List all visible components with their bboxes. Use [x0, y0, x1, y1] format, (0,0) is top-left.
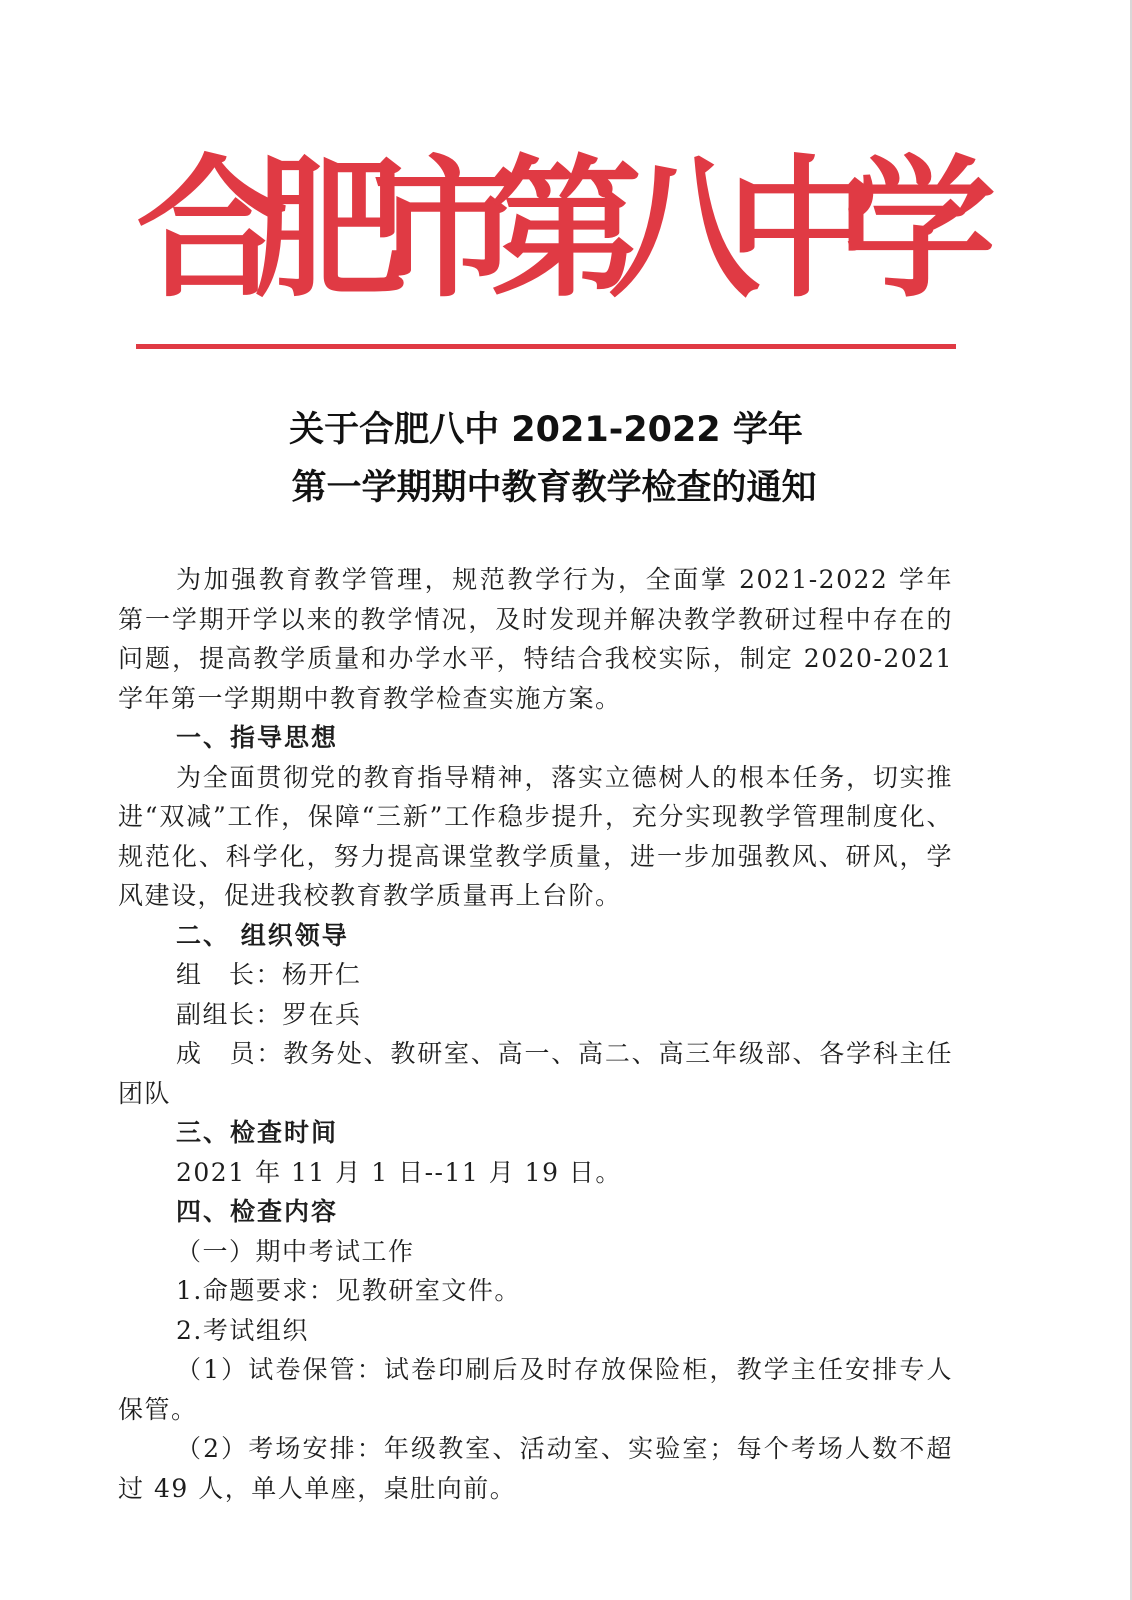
document-title-line-1: 关于合肥八中 2021-2022 学年: [289, 410, 803, 450]
group-leader-line: 组 长：杨开仁: [176, 960, 362, 989]
letterhead-char: 合: [136, 141, 288, 318]
letterhead-char: 第: [490, 141, 642, 318]
section-heading-inspection-time: 三、检查时间: [176, 1118, 339, 1147]
document-body: [118, 560, 953, 1508]
section-heading-organization: 二、 组织领导: [176, 920, 349, 950]
letterhead-char: 中: [726, 141, 878, 318]
item-paper-custody: （1）试卷保管：试卷印刷后及时存放保险柜，教学主任安排专人保管。: [118, 1355, 953, 1424]
letterhead-char: 肥: [254, 141, 406, 318]
letterhead-char: 八: [608, 141, 760, 318]
letterhead-divider: [136, 344, 956, 349]
section-heading-guiding-ideology: 一、指导思想: [176, 723, 339, 752]
document-title-line-2: 第一学期期中教育教学检查的通知: [291, 468, 817, 508]
intro-paragraph: 为加强教育教学管理，规范教学行为，全面掌 2021-2022 学年第一学期开学以来的教学情况，及时发现并解决教学教研过程中存在的问题，提高教学质量和办学水平，特结合我校实际，制定 2020-2021 学年第一学期期中教育教学检查实施方案。: [118, 565, 953, 713]
letterhead-char: 学: [844, 141, 996, 318]
item-exam-room-arrangement: （2）考场安排：年级教室、活动室、实验室；每个考场人数不超过 49 人，单人单座，桌肚向前。: [118, 1434, 953, 1503]
inspection-time-line: 2021 年 11 月 1 日--11 月 19 日。: [176, 1157, 622, 1187]
letterhead-char: 市: [372, 141, 524, 318]
subsection-midterm-exam: （一）期中考试工作: [176, 1236, 415, 1266]
section-heading-inspection-content: 四、检查内容: [176, 1197, 339, 1226]
members-line: 成 员：教务处、教研室、高一、高二、高三年级部、各学科主任团队: [118, 1039, 953, 1108]
deputy-leader-line: 副组长：罗在兵: [176, 999, 362, 1029]
school-letterhead: [136, 141, 996, 318]
guiding-ideology-paragraph: 为全面贯彻党的教育指导精神，落实立德树人的根本任务，切实推进“双减”工作，保障“三新”工作稳步提升，充分实现教学管理制度化、规范化、科学化，努力提高课堂教学质量，进一步加强教风、研风，学风建设，促进我校教育教学质量再上台阶。: [118, 762, 953, 910]
item-exam-organization: 2.考试组织: [176, 1315, 309, 1345]
item-exam-requirements: 1.命题要求：见教研室文件。: [176, 1276, 521, 1305]
